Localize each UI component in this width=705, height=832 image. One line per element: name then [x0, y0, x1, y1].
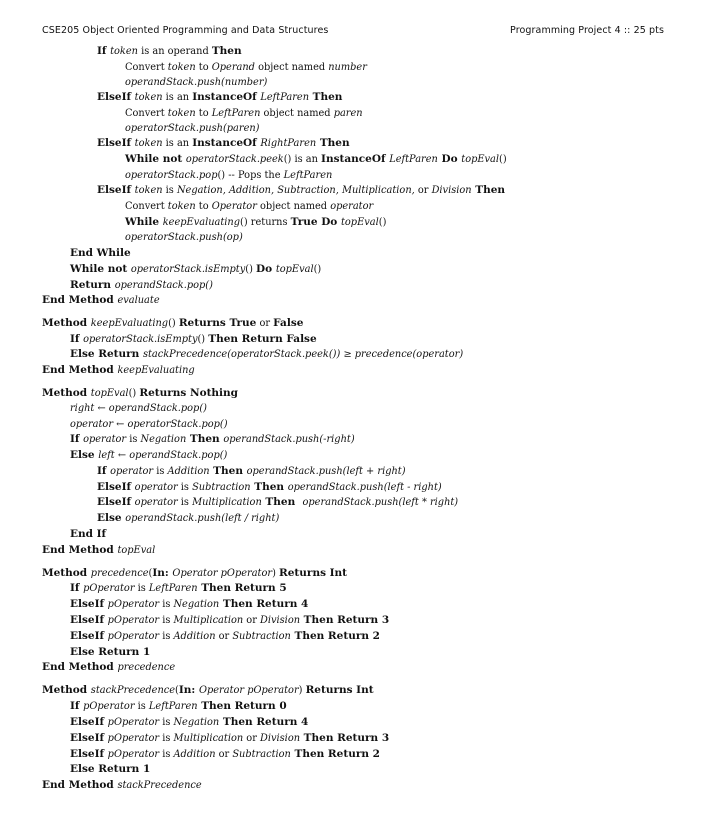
keyword-text: Then [471, 184, 506, 196]
code-line [125, 106, 363, 121]
code-text: ) [298, 685, 306, 696]
identifier-text: token [134, 185, 163, 196]
keyword-text: Else [97, 512, 126, 524]
keyword-text: ElseIf [70, 598, 108, 610]
keyword-text: Then Return False [208, 333, 317, 345]
keyword-text: Then Return 0 [197, 700, 287, 712]
code-line [97, 90, 342, 105]
identifier-text: topEval [117, 545, 156, 556]
keyword-text: In: [152, 567, 173, 579]
identifier-text: operandStack.push(left * right) [302, 497, 459, 508]
identifier-text: right [70, 403, 95, 414]
identifier-text: operandStack.pop() [114, 280, 213, 291]
identifier-text: left [98, 450, 115, 461]
keyword-text: Then [186, 433, 224, 445]
keyword-text: False [273, 317, 304, 329]
keyword-text: Then Return 3 [300, 614, 390, 626]
identifier-text: keepEvaluating [162, 217, 241, 228]
identifier-text: token [167, 62, 196, 73]
keyword-text: Return [70, 279, 115, 291]
identifier-text: operatorStack.peek [185, 154, 284, 165]
keyword-text: Do [437, 153, 462, 165]
code-text: object named [260, 108, 334, 119]
code-line [97, 464, 406, 479]
keyword-text: ElseIf [97, 91, 135, 103]
identifier-text: RightParen [260, 138, 317, 149]
keyword-text: ElseIf [97, 184, 135, 196]
identifier-text: Negation [173, 599, 220, 610]
code-text: Convert [125, 108, 168, 119]
code-text: is [159, 599, 174, 610]
code-text: is [159, 615, 174, 626]
keyword-text: Method [42, 387, 91, 399]
identifier-text: LeftParen [389, 154, 438, 165]
keyword-text: If [70, 582, 84, 594]
code-text: is [134, 701, 149, 712]
keyword-text: Else Return [70, 348, 143, 360]
identifier-text: pOperator [107, 749, 160, 760]
identifier-text: topEval [90, 388, 129, 399]
identifier-text: Division [260, 615, 301, 626]
identifier-text: token [167, 108, 196, 119]
code-text: is [162, 185, 177, 196]
keyword-text: If [70, 700, 84, 712]
keyword-text: Then [209, 465, 247, 477]
identifier-text: Multiplication [173, 733, 244, 744]
code-text: () [197, 334, 209, 345]
code-text: or [215, 749, 233, 760]
keyword-text: If [70, 433, 84, 445]
keyword-text: ElseIf [97, 496, 135, 508]
identifier-text: topEval [340, 217, 379, 228]
code-text: ( [148, 568, 153, 579]
code-text: ← [94, 403, 109, 414]
keyword-text: End Method [42, 294, 118, 306]
identifier-text: pOperator [107, 733, 160, 744]
code-line [70, 246, 131, 260]
keyword-text: Then [261, 496, 303, 508]
code-text: or [243, 733, 260, 744]
keyword-text: ElseIf [70, 732, 108, 744]
code-text: ( [175, 685, 179, 696]
identifier-text: operator [70, 419, 114, 430]
identifier-text: precedence [90, 568, 149, 579]
code-text: () [245, 264, 257, 275]
keyword-text: While not [70, 263, 131, 275]
keyword-text: Else Return 1 [70, 646, 151, 658]
identifier-text: Division [260, 733, 301, 744]
keyword-text: Then [211, 45, 242, 57]
identifier-text: keepEvaluating [117, 365, 195, 376]
keyword-text: Then [309, 91, 343, 103]
code-line [97, 480, 442, 495]
keyword-text: True Do [290, 216, 341, 228]
code-text: is an [162, 92, 193, 103]
code-line [42, 386, 238, 401]
code-text: is [177, 482, 193, 493]
code-line [125, 75, 267, 90]
identifier-text: operandStack.pop() [108, 403, 207, 414]
code-line [70, 731, 389, 746]
header-project-title: Programming Project 4 :: 25 pts [510, 25, 664, 36]
identifier-text: precedence [117, 662, 176, 673]
code-line [42, 566, 347, 581]
identifier-text: pOperator [107, 717, 160, 728]
code-text: is [159, 631, 174, 642]
code-text: is an operand [137, 46, 212, 57]
identifier-text: LeftParen [283, 170, 333, 181]
identifier-text: Negation, Addition, Subtraction, Multiplication, [176, 185, 415, 196]
keyword-text: If [97, 465, 111, 477]
identifier-text: operatorStack.isEmpty [130, 264, 246, 275]
code-text: is [159, 733, 174, 744]
identifier-text: operatorStack.pop() [127, 419, 228, 430]
code-text: to [195, 201, 212, 212]
keyword-text: Returns True [178, 317, 257, 329]
code-line [70, 432, 355, 447]
identifier-text: token [134, 92, 163, 103]
code-text: to [195, 62, 212, 73]
code-text: ) [272, 568, 280, 579]
identifier-text: operatorStack.isEmpty [83, 334, 198, 345]
code-text: object named [256, 201, 331, 212]
identifier-text: pOperator [107, 615, 160, 626]
code-line [70, 278, 213, 293]
keyword-text: Then Return 5 [197, 582, 287, 594]
identifier-text: Operand [211, 62, 255, 73]
identifier-text: Subtraction [232, 631, 291, 642]
code-text: () -- Pops the [217, 170, 284, 181]
identifier-text: token [134, 138, 163, 149]
identifier-text: pOperator [107, 599, 160, 610]
keyword-text: End If [70, 528, 107, 540]
identifier-text: stackPrecedence [90, 685, 176, 696]
code-line [70, 347, 463, 362]
code-line [70, 613, 389, 628]
identifier-text: pOperator [83, 701, 135, 712]
code-text: ← [113, 419, 128, 430]
identifier-text: Multiplication [192, 497, 262, 508]
code-line [97, 511, 279, 526]
code-text: to [195, 108, 212, 119]
code-line [70, 715, 308, 730]
code-line [70, 448, 227, 463]
keyword-text: While not [125, 153, 186, 165]
code-text: ← [114, 450, 130, 461]
identifier-text: LeftParen [148, 701, 198, 712]
code-line [70, 262, 321, 277]
identifier-text: token [167, 201, 196, 212]
identifier-text: topEval [461, 154, 500, 165]
keyword-text: Returns Int [305, 684, 374, 696]
code-text: () [168, 318, 179, 329]
keyword-text: Method [42, 684, 91, 696]
keyword-text: ElseIf [97, 481, 135, 493]
code-line [125, 168, 332, 183]
code-line [70, 527, 106, 541]
keyword-text: Else [70, 449, 99, 461]
code-text: is [153, 466, 168, 477]
code-line [42, 660, 175, 675]
keyword-text: Returns Nothing [139, 387, 239, 399]
code-line [70, 762, 150, 776]
identifier-text: token [110, 46, 138, 57]
code-line [70, 581, 287, 596]
keyword-text: ElseIf [70, 614, 108, 626]
keyword-text: While [125, 216, 163, 228]
keyword-text: InstanceOf [321, 153, 390, 165]
identifier-text: Multiplication [173, 615, 244, 626]
code-line [125, 215, 386, 230]
identifier-text: topEval [275, 264, 314, 275]
identifier-text: operatorStack.push(op) [125, 232, 243, 243]
code-text: () is an [283, 154, 322, 165]
keyword-text: End Method [42, 364, 118, 376]
code-text: or [243, 615, 260, 626]
identifier-text: Addition [173, 631, 216, 642]
keyword-text: ElseIf [97, 137, 135, 149]
identifier-text: operator [110, 466, 154, 477]
code-text: is [126, 434, 141, 445]
code-line [42, 293, 160, 308]
identifier-text: evaluate [117, 295, 160, 306]
identifier-text: operandStack.push(left - right) [287, 482, 442, 493]
code-line [97, 136, 350, 151]
keyword-text: Do [256, 263, 276, 275]
keyword-text: In: [178, 684, 199, 696]
keyword-text: InstanceOf [192, 137, 261, 149]
identifier-text: Operator pOperator [172, 568, 273, 579]
identifier-text: pOperator [107, 631, 160, 642]
identifier-text: precedence(operator) [354, 349, 464, 360]
keyword-text: If [97, 45, 111, 57]
identifier-text: stackPrecedence(operatorStack.peek()) [142, 349, 341, 360]
code-text: ≥ [340, 349, 355, 360]
code-line [125, 199, 373, 214]
identifier-text: operator [134, 497, 178, 508]
code-text: () [128, 388, 140, 399]
identifier-text: Division [431, 185, 472, 196]
code-text: Convert [125, 201, 168, 212]
identifier-text: Subtraction [192, 482, 251, 493]
keyword-text: Then [250, 481, 288, 493]
code-line [70, 645, 150, 659]
code-text: or [256, 318, 274, 329]
code-line [42, 543, 155, 558]
code-line [70, 597, 308, 612]
code-text: is [134, 583, 149, 594]
code-line [42, 683, 374, 698]
code-text: or [414, 185, 432, 196]
code-text: is [159, 717, 174, 728]
keyword-text: Then Return 4 [219, 598, 309, 610]
code-line [70, 332, 317, 347]
keyword-text: Else Return 1 [70, 763, 151, 775]
identifier-text: LeftParen [148, 583, 198, 594]
identifier-text: Operator [211, 201, 257, 212]
keyword-text: Method [42, 567, 91, 579]
code-text: () returns [240, 217, 291, 228]
keyword-text: If [70, 333, 84, 345]
code-line [42, 363, 195, 378]
keyword-text: Then Return 3 [300, 732, 390, 744]
code-line [42, 316, 303, 331]
code-line [97, 44, 242, 59]
identifier-text: Subtraction [232, 749, 291, 760]
code-text: is [159, 749, 174, 760]
keyword-text: Then [316, 137, 350, 149]
identifier-text: LeftParen [260, 92, 310, 103]
identifier-text: stackPrecedence [117, 780, 202, 791]
code-text: () [499, 154, 507, 165]
keyword-text: End Method [42, 544, 118, 556]
code-line [42, 778, 202, 793]
code-line [70, 699, 287, 714]
identifier-text: operator [134, 482, 178, 493]
identifier-text: Operator pOperator [198, 685, 299, 696]
keyword-text: Then Return 4 [219, 716, 309, 728]
keyword-text: ElseIf [70, 716, 108, 728]
code-text: () [378, 217, 387, 228]
code-text: () [313, 264, 322, 275]
code-line [125, 230, 243, 245]
identifier-text: operandStack.push(number) [125, 77, 268, 88]
identifier-text: Addition [167, 466, 210, 477]
identifier-text: operandStack.pop() [129, 450, 228, 461]
identifier-text: Negation [173, 717, 220, 728]
keyword-text: Returns Int [279, 567, 348, 579]
code-line [125, 121, 260, 136]
identifier-text: Negation [140, 434, 187, 445]
keyword-text: ElseIf [70, 748, 108, 760]
code-line [70, 629, 380, 644]
keyword-text: End Method [42, 661, 118, 673]
identifier-text: pOperator [83, 583, 135, 594]
code-line [70, 417, 228, 432]
keyword-text: InstanceOf [192, 91, 261, 103]
keyword-text: End While [70, 247, 131, 259]
code-line [97, 183, 505, 198]
code-line [70, 747, 380, 762]
identifier-text: LeftParen [211, 108, 261, 119]
keyword-text: Then Return 2 [290, 630, 380, 642]
code-line [70, 401, 207, 416]
code-text: or [215, 631, 233, 642]
identifier-text: operatorStack.pop [125, 170, 218, 181]
identifier-text: operatorStack.push(paren) [125, 123, 260, 134]
code-line [125, 60, 367, 75]
code-text: is [177, 497, 193, 508]
code-text: object named [254, 62, 329, 73]
keyword-text: ElseIf [70, 630, 108, 642]
code-text: is an [162, 138, 193, 149]
identifier-text: keepEvaluating [90, 318, 169, 329]
header-course-title: CSE205 Object Oriented Programming and Data Structures [42, 25, 329, 36]
identifier-text: operator [83, 434, 127, 445]
code-line [125, 152, 507, 167]
identifier-text: paren [333, 108, 363, 119]
code-line [97, 495, 458, 510]
identifier-text: operator [330, 201, 374, 212]
code-text: Convert [125, 62, 168, 73]
keyword-text: Method [42, 317, 91, 329]
keyword-text: Then Return 2 [290, 748, 380, 760]
identifier-text: Addition [173, 749, 216, 760]
keyword-text: End Method [42, 779, 118, 791]
identifier-text: number [328, 62, 367, 73]
identifier-text: operandStack.push(left + right) [246, 466, 406, 477]
identifier-text: operandStack.push(left / right) [125, 513, 280, 524]
identifier-text: operandStack.push(-right) [223, 434, 355, 445]
